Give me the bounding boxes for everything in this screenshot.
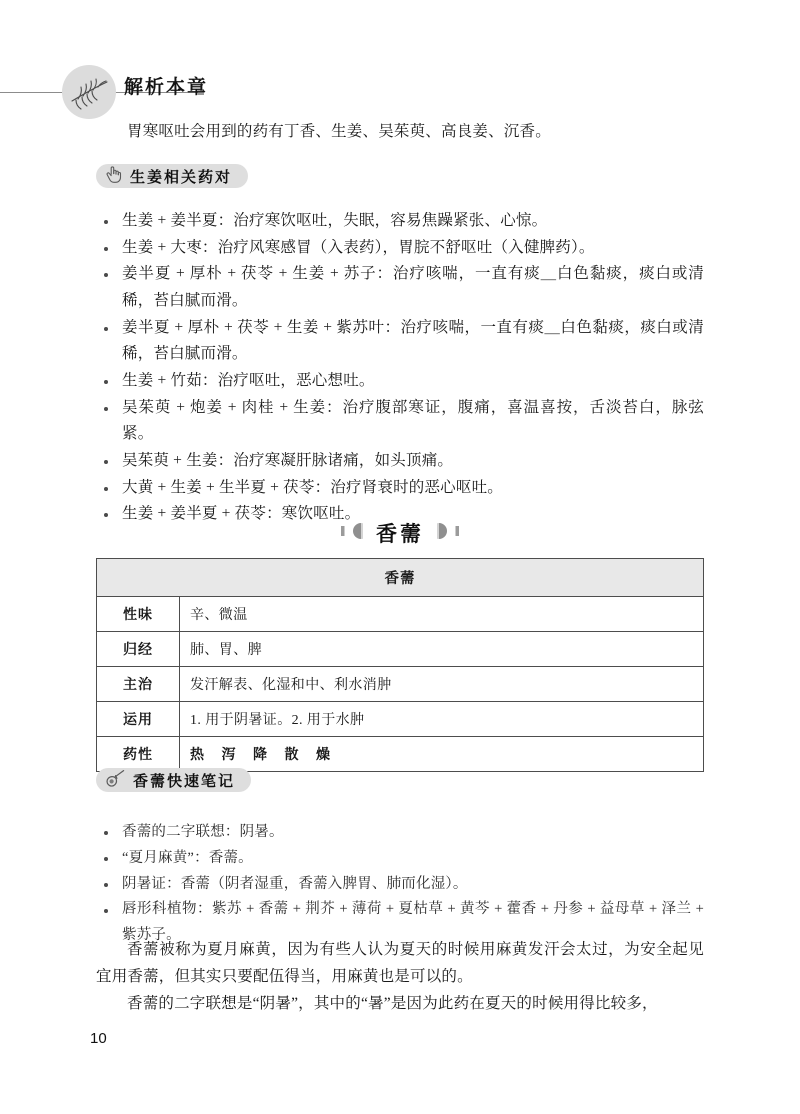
table-row <box>97 597 704 632</box>
page-number: 10 <box>90 1030 107 1047</box>
table-cell-key: 归经 <box>97 632 180 667</box>
table-header-row <box>97 559 704 597</box>
table-cell-value: 肺、胃、脾 <box>180 632 704 667</box>
list-item: 生姜 + 大枣：治疗风寒感冒（入表药），胃脘不舒呕吐（入健脾药）。 <box>96 235 704 262</box>
list-item: 姜半夏 + 厚朴 + 茯苓 + 生姜 + 紫苏叶：治疗咳喘，一直有痰＿白色黏痰，痰白或清稀，苔白腻而滑。 <box>96 315 704 368</box>
brush-pen-icon <box>105 769 125 792</box>
quick-notes-list <box>96 820 704 949</box>
section-heading-ginger-pairs <box>96 164 248 188</box>
section-heading-quick-notes <box>96 768 251 792</box>
list-item: “夏月麻黄”：香薷。 <box>96 846 704 872</box>
list-item: 阴暑证：香薷（阴者湿重，香薷入脾胃、肺而化湿）。 <box>96 872 704 898</box>
list-item: 吴茱萸 + 炮姜 + 肉桂 + 生姜：治疗腹部寒证，腹痛，喜温喜按，舌淡苔白，脉弦紧。 <box>96 395 704 448</box>
table-row <box>97 702 704 737</box>
table-cell-value: 辛、微温 <box>180 597 704 632</box>
list-item: 吴茱萸 + 生姜：治疗寒凝肝脉诸痛，如头顶痛。 <box>96 448 704 475</box>
running-head <box>0 52 800 112</box>
list-item: 生姜 + 姜半夏 + 茯苓：寒饮呕吐。 <box>96 501 704 528</box>
herb-title <box>96 518 704 548</box>
half-circle-left-icon <box>341 521 363 546</box>
table-cell-value: 1. 用于阴暑证。2. 用于水肿 <box>180 702 704 737</box>
ginger-pairs-list <box>96 208 704 528</box>
table-cell-key: 主治 <box>97 667 180 702</box>
section-heading-ginger-pairs-label: 生姜相关药对 <box>130 169 233 186</box>
table-row <box>97 632 704 667</box>
list-item: 生姜 + 竹茹：治疗呕吐，恶心想吐。 <box>96 368 704 395</box>
table-row <box>97 667 704 702</box>
table-cell-key: 运用 <box>97 702 180 737</box>
table-cell-key: 性味 <box>97 597 180 632</box>
list-item: 生姜 + 姜半夏：治疗寒饮呕吐，失眠，容易焦躁紧张、心惊。 <box>96 208 704 235</box>
herb-title-text: 香薷 <box>376 522 424 546</box>
notes-paragraph-2: 香薷的二字联想是“阴暑”，其中的“暑”是因为此药在夏天的时候用得比较多， <box>127 995 658 1013</box>
notes-paragraph-1: 香薷被称为夏月麻黄，因为有些人认为夏天的时候用麻黄发汗会太过，为安全起见宜用香薷，但其实只要配伍得当，用麻黄也是可以的。 <box>96 941 704 986</box>
table-cell-value: 热 泻 降 散 燥 <box>180 737 704 772</box>
pointing-hand-icon <box>105 165 122 188</box>
table-row <box>97 737 704 772</box>
herb-properties-table <box>96 558 704 772</box>
list-item: 香薷的二字联想：阴暑。 <box>96 820 704 846</box>
section-heading-quick-notes-label: 香薷快速笔记 <box>133 773 236 790</box>
half-circle-right-icon <box>437 521 459 546</box>
list-item: 大黄 + 生姜 + 生半夏 + 茯苓：治疗肾衰时的恶心呕吐。 <box>96 475 704 502</box>
list-item: 姜半夏 + 厚朴 + 茯苓 + 生姜 + 苏子：治疗咳喘，一直有痰＿白色黏痰，痰白或清稀，苔白腻而滑。 <box>96 261 704 314</box>
table-cell-key: 药性 <box>97 737 180 772</box>
intro-paragraph: 胃寒呕吐会用到的药有丁香、生姜、吴茱萸、高良姜、沉香。 <box>127 123 551 140</box>
running-head-title: 解析本章 <box>124 77 209 98</box>
table-caption-cell: 香薷 <box>97 559 704 597</box>
herb-sprig-icon <box>62 65 116 119</box>
list-item: 唇形科植物：紫苏 + 香薷 + 荆芥 + 薄荷 + 夏枯草 + 黄芩 + 藿香 + 丹参 + 益母草 + 泽兰 + 紫苏子。 <box>96 897 704 949</box>
table-cell-value: 发汗解表、化湿和中、利水消肿 <box>180 667 704 702</box>
